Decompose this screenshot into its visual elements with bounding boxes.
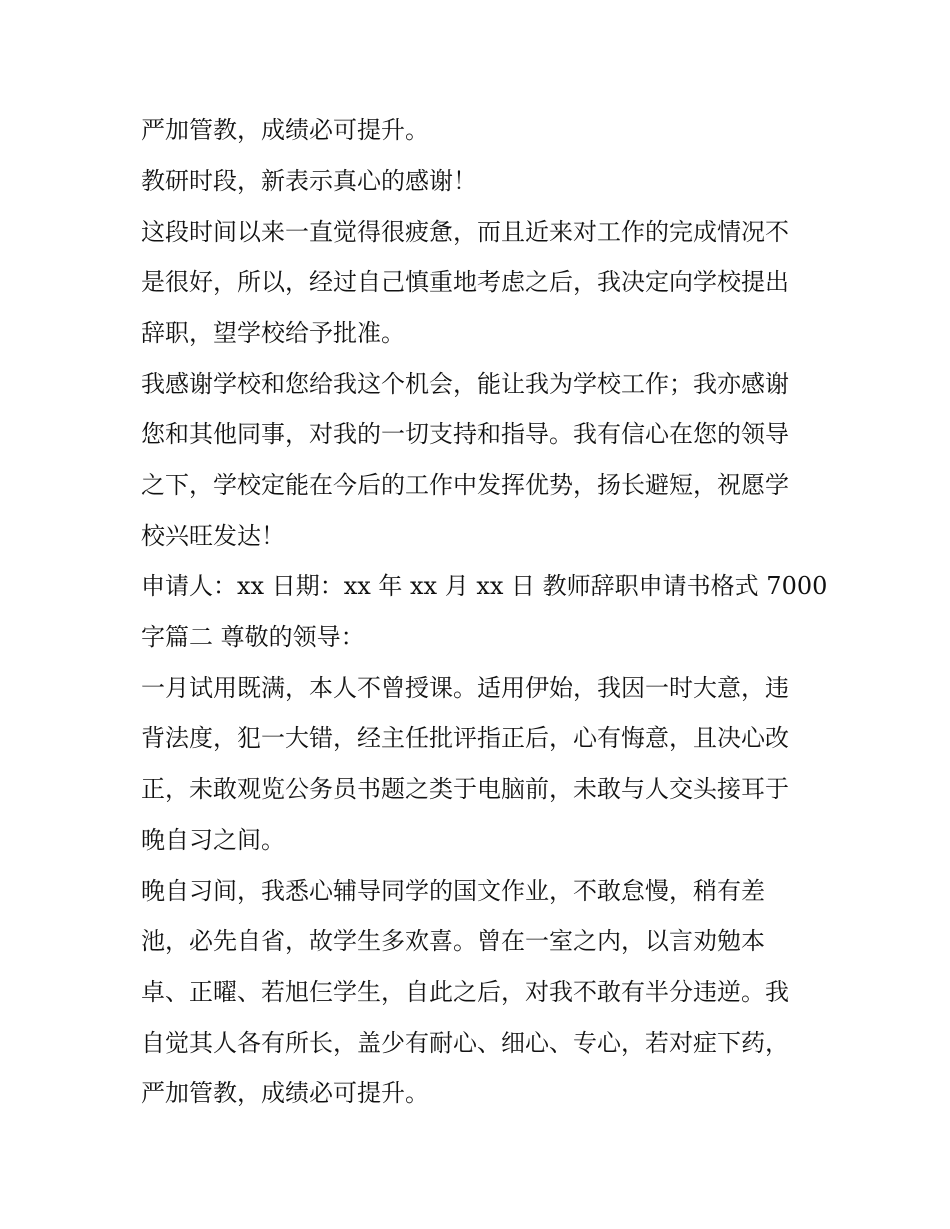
text-line-10: 申请人：xx 日期：xx 年 xx 月 xx 日 教师辞职申请书格式 7000 <box>141 572 828 600</box>
text-line-12: 一月试用既满，本人不曾授课。适用伊始，我因一时大意，违 <box>141 674 789 702</box>
text-line-1: 严加管教，成绩必可提升。 <box>141 116 429 144</box>
text-line-20: 严加管教，成绩必可提升。 <box>141 1079 429 1107</box>
text-line-19: 自觉其人各有所长，盖少有耐心、细心、专心，若对症下药， <box>141 1029 789 1057</box>
text-line-17: 池，必先自省，故学生多欢喜。曾在一室之内，以言劝勉本 <box>141 927 765 955</box>
text-line-18: 卓、正曜、若旭仨学生，自此之后，对我不敢有半分违逆。我 <box>141 978 789 1006</box>
text-line-2: 教研时段，新表示真心的感谢！ <box>141 167 477 195</box>
text-line-11: 字篇二 尊敬的领导： <box>141 623 365 651</box>
text-line-5: 辞职，望学校给予批准。 <box>141 319 405 347</box>
text-line-8: 之下，学校定能在今后的工作中发挥优势，扬长避短，祝愿学 <box>141 471 789 499</box>
text-line-3: 这段时间以来一直觉得很疲惫，而且近来对工作的完成情况不 <box>141 218 789 246</box>
text-line-16: 晚自习间，我悉心辅导同学的国文作业，不敢怠慢，稍有差 <box>141 877 765 905</box>
text-line-15: 晚自习之间。 <box>141 826 285 854</box>
text-line-9: 校兴旺发达！ <box>141 522 285 550</box>
text-line-4: 是很好，所以，经过自己慎重地考虑之后，我决定向学校提出 <box>141 268 789 296</box>
text-line-14: 正，未敢观览公务员书题之类于电脑前，未敢与人交头接耳于 <box>141 775 789 803</box>
text-line-13: 背法度，犯一大错，经主任批评指正后，心有悔意，且决心改 <box>141 724 789 752</box>
text-line-6: 我感谢学校和您给我这个机会，能让我为学校工作；我亦感谢 <box>141 370 789 398</box>
text-line-7: 您和其他同事，对我的一切支持和指导。我有信心在您的领导 <box>141 420 789 448</box>
